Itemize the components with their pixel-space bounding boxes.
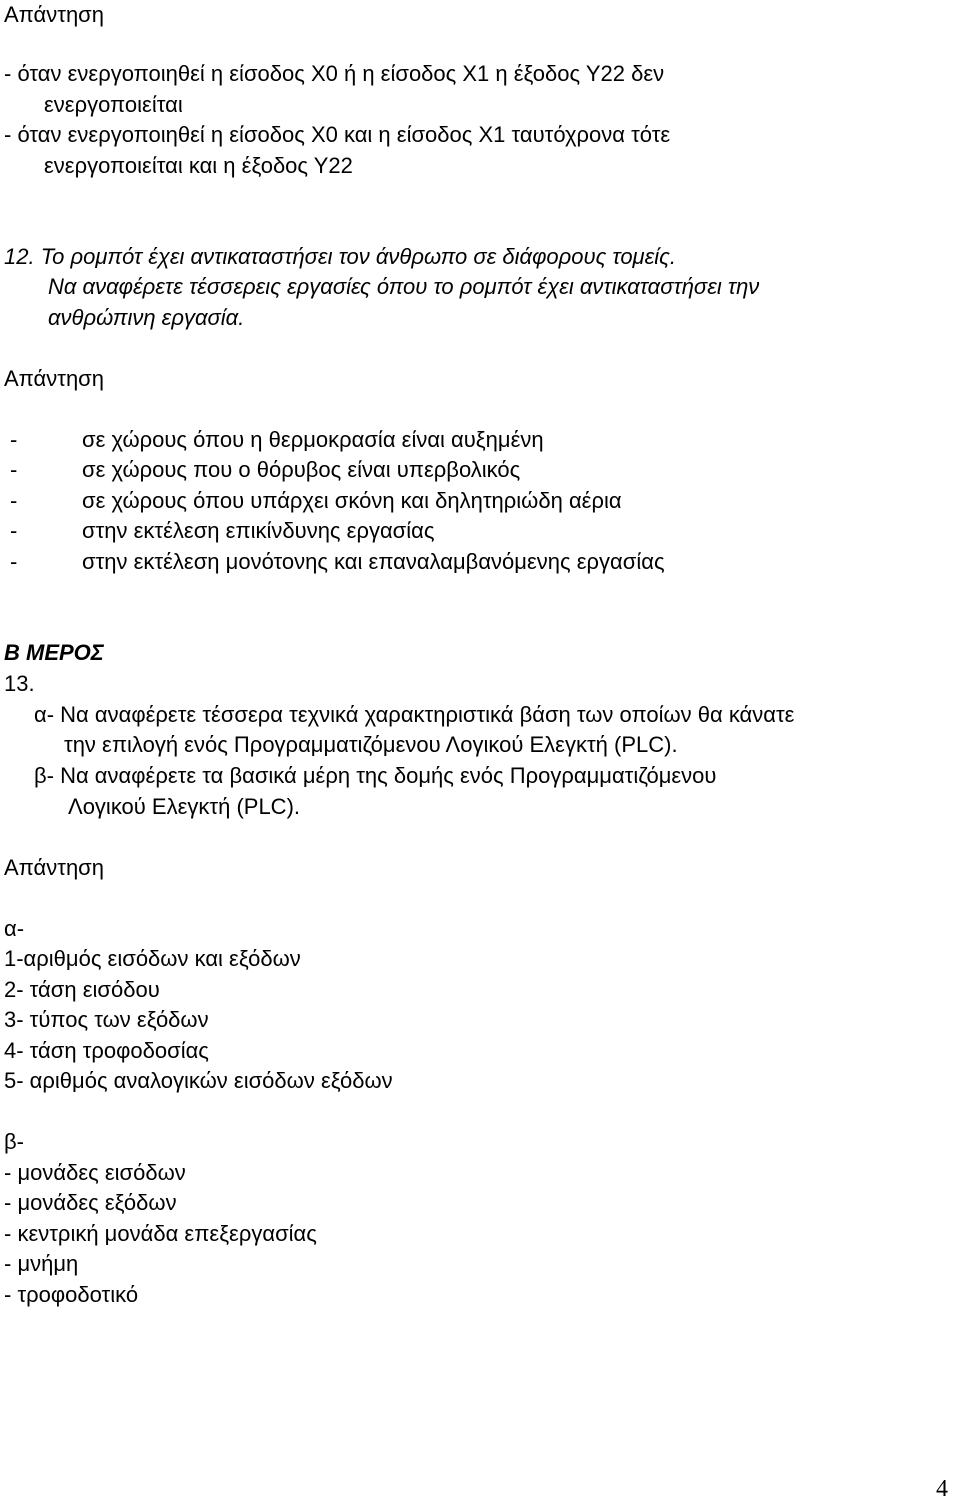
answer-heading-3: Απάντηση: [4, 855, 104, 880]
list-dash: -: [10, 427, 18, 452]
list-dash: -: [10, 549, 18, 574]
question-13-line: την επιλογή ενός Προγραμματιζόμενου Λογικού Ελεγκτή (PLC).: [64, 732, 678, 757]
list-item: 5- αριθμός αναλογικών εισόδων εξόδων: [4, 1068, 393, 1093]
list-dash: -: [10, 518, 18, 543]
answer-13b-label: β-: [4, 1129, 24, 1154]
list-item: - τροφοδοτικό: [4, 1282, 139, 1307]
list-dash: -: [10, 457, 18, 482]
list-item: 2- τάση εισόδου: [4, 977, 160, 1002]
list-item: 4- τάση τροφοδοσίας: [4, 1038, 209, 1063]
answer-heading-2: Απάντηση: [4, 366, 104, 391]
answer-line: - όταν ενεργοποιηθεί η είσοδος Χ0 και η είσοδος Χ1 ταυτόχρονα τότε: [4, 122, 671, 147]
list-item: σε χώρους που ο θόρυβος είναι υπερβολικός: [82, 457, 521, 482]
question-13-line: α- Να αναφέρετε τέσσερα τεχνικά χαρακτηριστικά βάση των οποίων θα κάνατε: [34, 702, 795, 727]
answer-13a-label: α-: [4, 916, 25, 941]
list-item: 1-αριθμός εισόδων και εξόδων: [4, 946, 301, 971]
question-13-line: β- Να αναφέρετε τα βασικά μέρη της δομής ενός Προγραμματιζόμενου: [34, 763, 717, 788]
list-item: σε χώρους όπου η θερμοκρασία είναι αυξημένη: [82, 427, 544, 452]
list-item: στην εκτέλεση επικίνδυνης εργασίας: [82, 518, 435, 543]
list-dash: -: [10, 488, 18, 513]
question-13-line: Λογικού Ελεγκτή (PLC).: [68, 794, 301, 819]
list-item: - μονάδες εξόδων: [4, 1190, 177, 1215]
question-13-number: 13.: [4, 671, 35, 696]
list-item: - μνήμη: [4, 1251, 79, 1276]
list-item: σε χώρους όπου υπάρχει σκόνη και δηλητηριώδη αέρια: [82, 488, 622, 513]
question-12-line: 12. Το ρομπότ έχει αντικαταστήσει τον άνθρωπο σε διάφορους τομείς.: [4, 244, 676, 269]
list-item: - κεντρική μονάδα επεξεργασίας: [4, 1221, 317, 1246]
section-heading: Β ΜΕΡΟΣ: [4, 640, 104, 665]
answer-line: ενεργοποιείται: [44, 92, 183, 117]
answer-line: - όταν ενεργοποιηθεί η είσοδος Χ0 ή η είσοδος Χ1 η έξοδος Υ22 δεν: [4, 61, 665, 86]
list-item: 3- τύπος των εξόδων: [4, 1007, 209, 1032]
page-number: 4: [936, 1476, 948, 1502]
question-12-line: Να αναφέρετε τέσσερεις εργασίες όπου το ρομπότ έχει αντικαταστήσει την: [48, 274, 760, 299]
answer-line: ενεργοποιείται και η έξοδος Υ22: [44, 153, 353, 178]
answer-heading-1: Απάντηση: [4, 2, 104, 27]
question-12-line: ανθρώπινη εργασία.: [48, 305, 245, 330]
list-item: στην εκτέλεση μονότονης και επαναλαμβανόμενης εργασίας: [82, 549, 665, 574]
list-item: - μονάδες εισόδων: [4, 1160, 186, 1185]
